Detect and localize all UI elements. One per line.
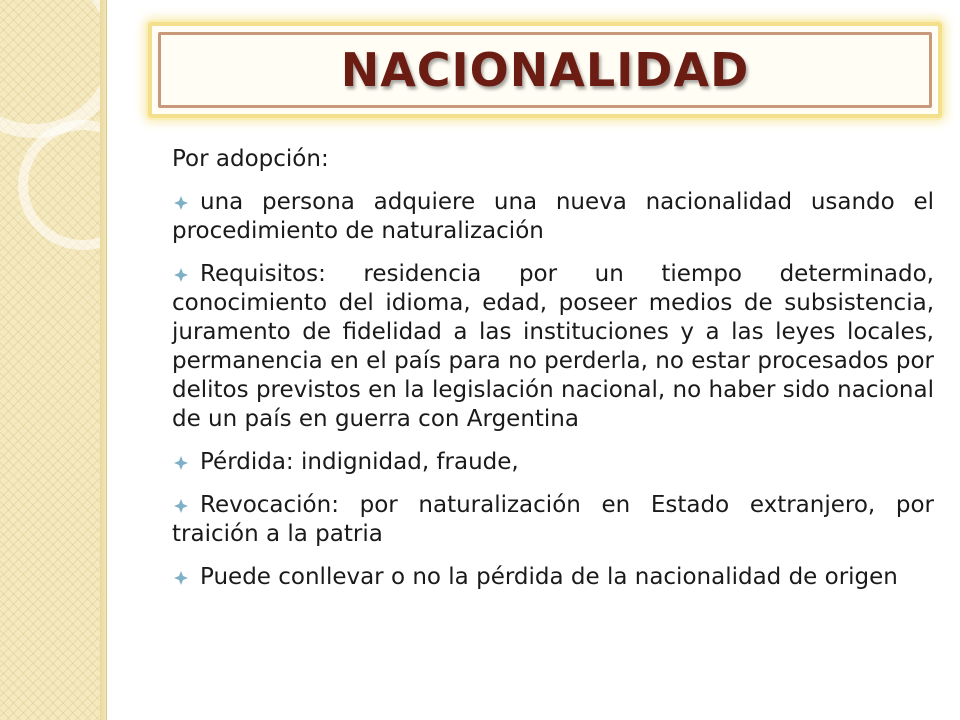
intro-text: Por adopción: xyxy=(172,146,329,172)
title-inner-frame xyxy=(158,32,932,108)
diamond-four-point-icon xyxy=(174,499,188,513)
bullet-list xyxy=(172,188,934,592)
strip-edge xyxy=(100,0,106,720)
bullet-item xyxy=(172,491,934,549)
diamond-four-point-icon xyxy=(174,268,188,282)
bullet-item xyxy=(172,563,934,592)
bullet-text: Puede conllevar o no la pérdida de la nacionalidad de origen xyxy=(200,564,898,590)
bullet-item xyxy=(172,448,934,477)
slide-title: NACIONALIDAD xyxy=(340,43,750,97)
bullet-text: Requisitos: residencia por un tiempo determinado, conocimiento del idioma, edad, poseer medios de subsistencia, juramento de fidelidad a las instituciones y a las leyes locales, permanencia en el país para no perderla, no estar procesados por delitos previstos en la legislación nacional, no haber sido nacional de un país en guerra con Argentina xyxy=(172,261,934,432)
slide-content xyxy=(172,145,934,606)
bullet-text: Pérdida: indignidad, fraude, xyxy=(200,449,519,475)
decorative-circle xyxy=(0,0,107,138)
diamond-four-point-icon xyxy=(174,456,188,470)
bullet-item xyxy=(172,260,934,434)
bullet-text: Revocación: por naturalización en Estado extranjero, por traición a la patria xyxy=(172,492,934,547)
diamond-four-point-icon xyxy=(174,571,188,585)
decorative-side-strip xyxy=(0,0,107,720)
bullet-text: una persona adquiere una nueva nacionalidad usando el procedimiento de naturalización xyxy=(172,189,934,244)
diamond-four-point-icon xyxy=(174,196,188,210)
bullet-item xyxy=(172,188,934,246)
decorative-circle xyxy=(18,120,107,250)
title-frame xyxy=(148,22,942,118)
